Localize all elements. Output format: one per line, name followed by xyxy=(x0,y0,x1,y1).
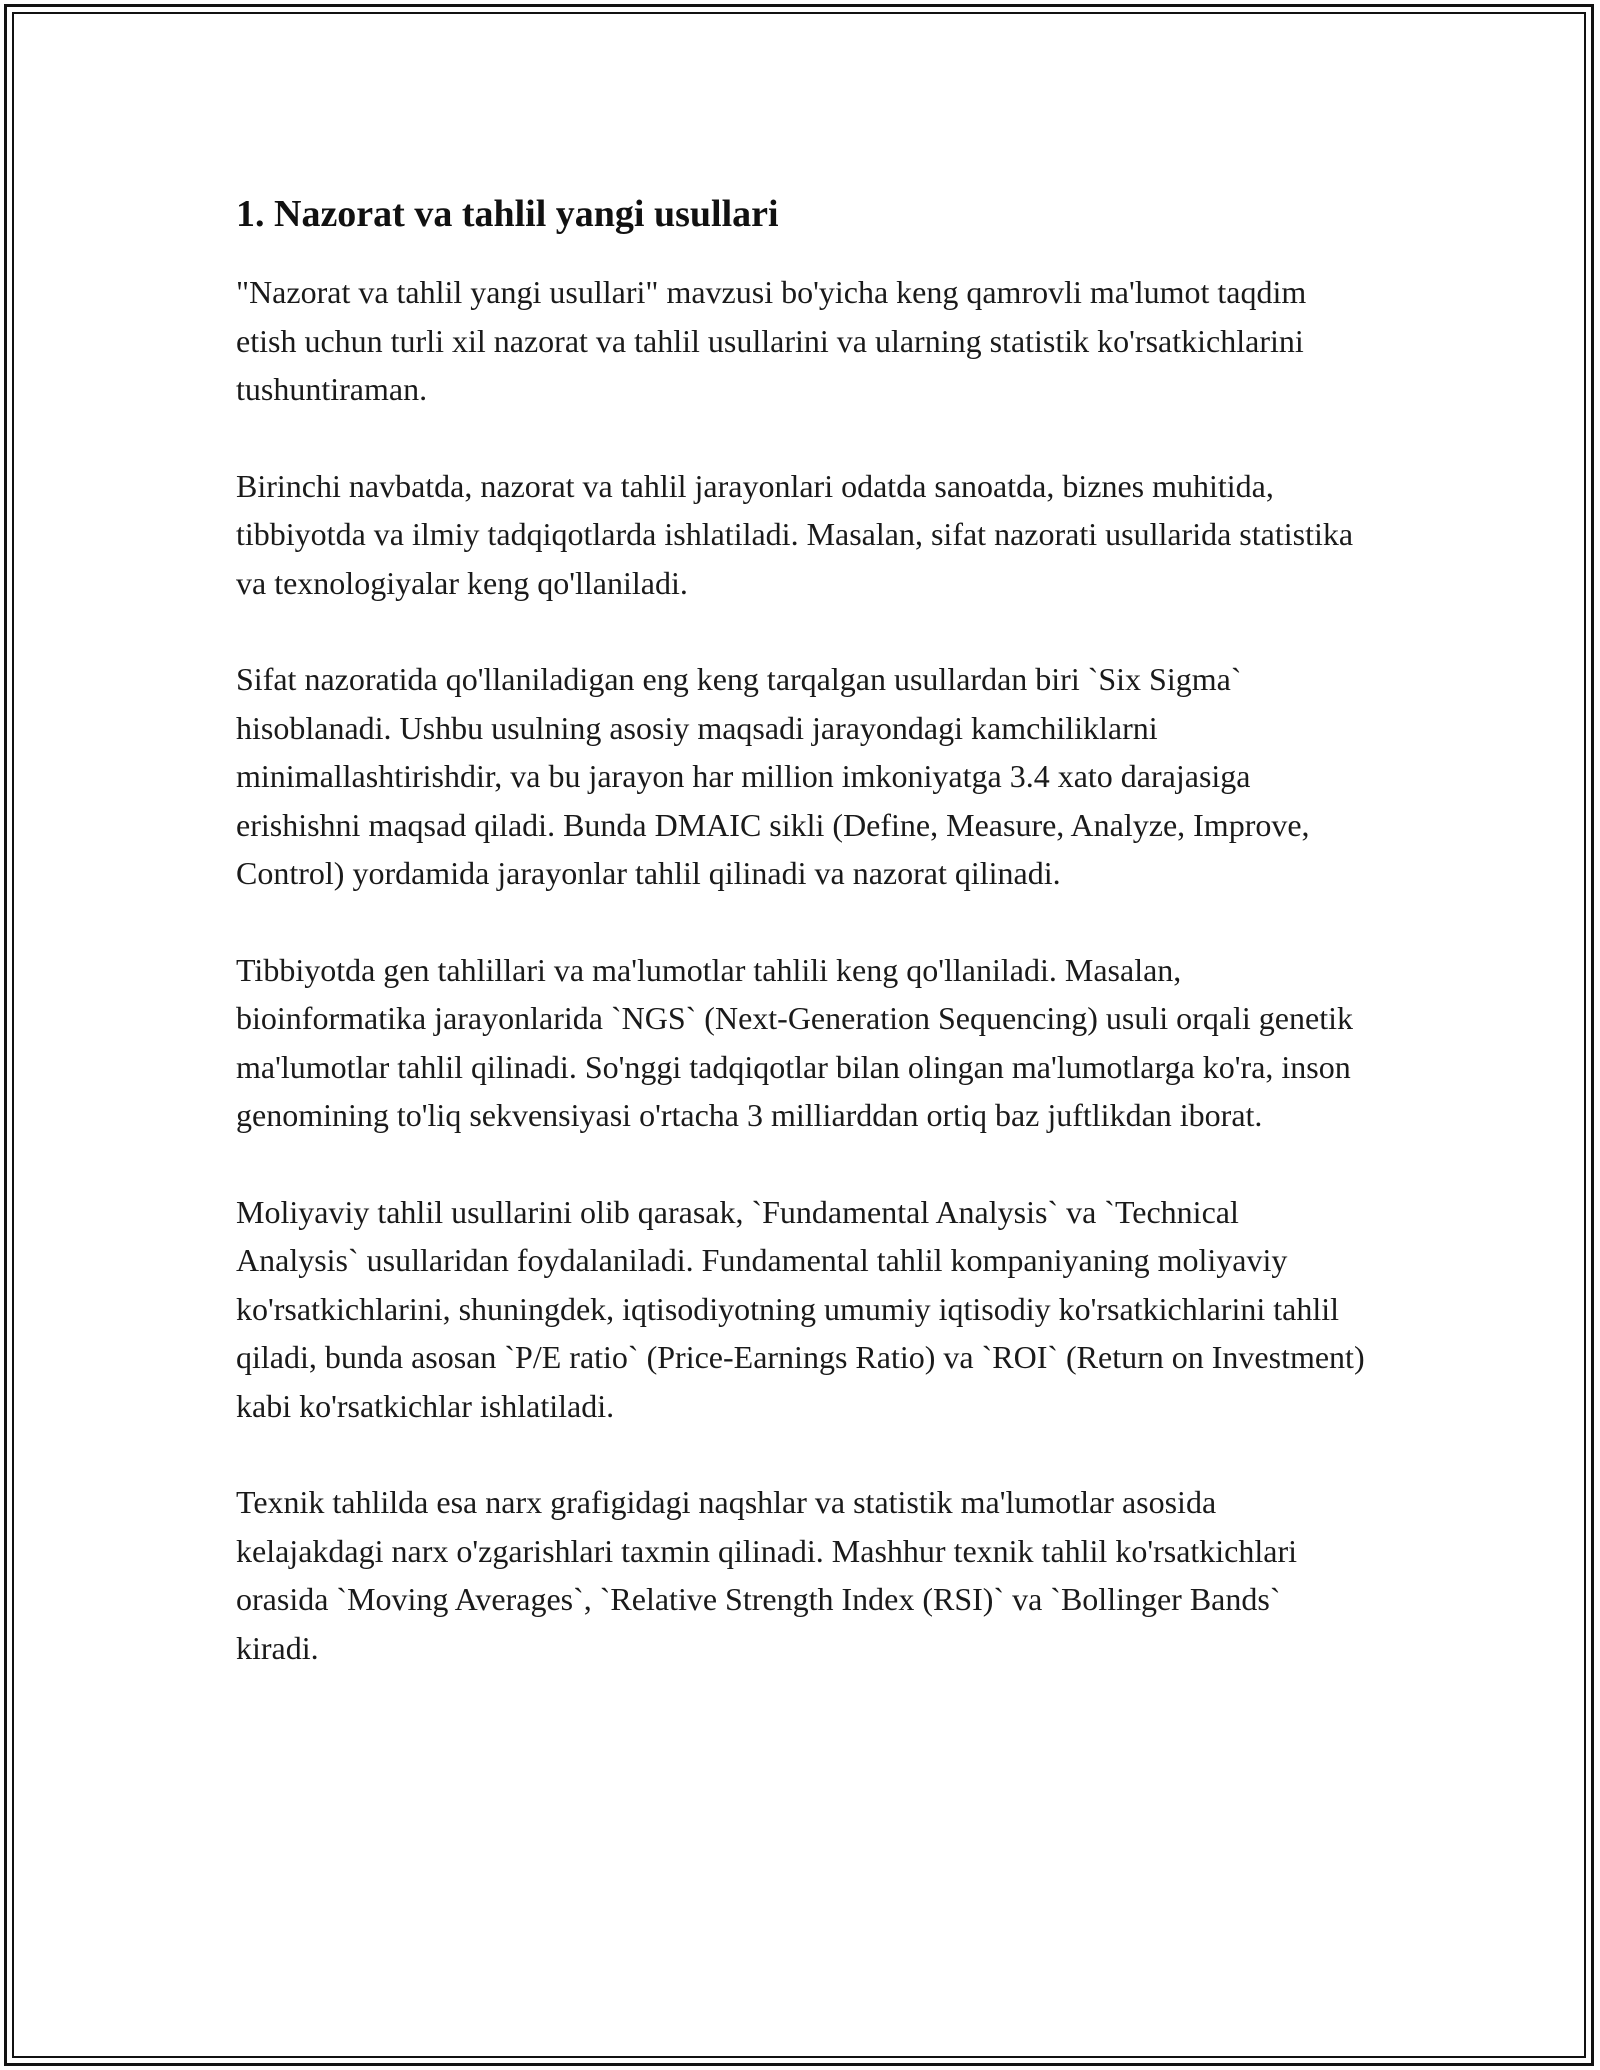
paragraph-intro: "Nazorat va tahlil yangi usullari" mavzusi bo'yicha keng qamrovli ma'lumot taqdim etish uchun turli xil nazorat va tahlil usullarini va ularning statistik ko'rsatkichlarini tushuntiraman. xyxy=(236,274,1307,407)
paragraph-applications: Birinchi navbatda, nazorat va tahlil jarayonlari odatda sanoatda, biznes muhitida, tibbiyotda va ilmiy tadqiqotlarda ishlatiladi. Masalan, sifat nazorati usullarida statistika va texnologiyalar keng qo'llaniladi. xyxy=(236,467,1354,601)
paragraph-financial-analysis: Moliyaviy tahlil usullarini olib qarasak, `Fundamental Analysis` va `Technical Analysis` usullaridan foydalaniladi. Fundamental tahlil kompaniyaning moliyaviy ko'rsatkichlarini, shuningdek, iqtisodiyotning umumiy iqtisodiy ko'rsatkichlarini tahlil qiladi, bunda asosan `P/E ratio` (Price-Earnings Ratio) va `ROI` (Return on Investment) kabi ko'rsatkichlar ishlatiladi. xyxy=(236,1193,1365,1424)
paragraph-six-sigma: Sifat nazoratida qo'llaniladigan eng keng tarqalgan usullardan biri `Six Sigma` hisoblanadi. Ushbu usulning asosiy maqsadi jarayondagi kamchiliklarni minimallashtirishdir, va bu jarayon har million imkoniyatga 3.4 xato darajasiga erishishni maqsad qiladi. Bunda DMAIC sikli (Define, Measure, Analyze, Improve, Control) yordamida jarayonlar tahlil qilinadi va nazorat qilinadi. xyxy=(236,661,1310,891)
section-heading: 1. Nazorat va tahlil yangi usullari xyxy=(236,193,779,235)
paragraph-technical-analysis: Texnik tahlilda esa narx grafigidagi naqshlar va statistik ma'lumotlar asosida kelajakdagi narx o'zgarishlari taxmin qilinadi. Mashhur texnik tahlil ko'rsatkichlari orasida `Moving Averages`, `Relative Strength Index (RSI)` va `Bollinger Bands` kiradi. xyxy=(236,1484,1298,1666)
paragraph-medicine: Tibbiyotda gen tahlillari va ma'lumotlar tahlili keng qo'llaniladi. Masalan, bioinformatika jarayonlarida `NGS` (Next-Generation Sequencing) usuli orqali genetik ma'lumotlar tahlil qilinadi. So'nggi tadqiqotlar bilan olingan ma'lumotlarga ko'ra, inson genomining to'liq sekvensiyasi o'rtacha 3 milliarddan ortiq baz juftlikdan iborat. xyxy=(236,951,1353,1133)
document-body xyxy=(236,186,1366,1720)
